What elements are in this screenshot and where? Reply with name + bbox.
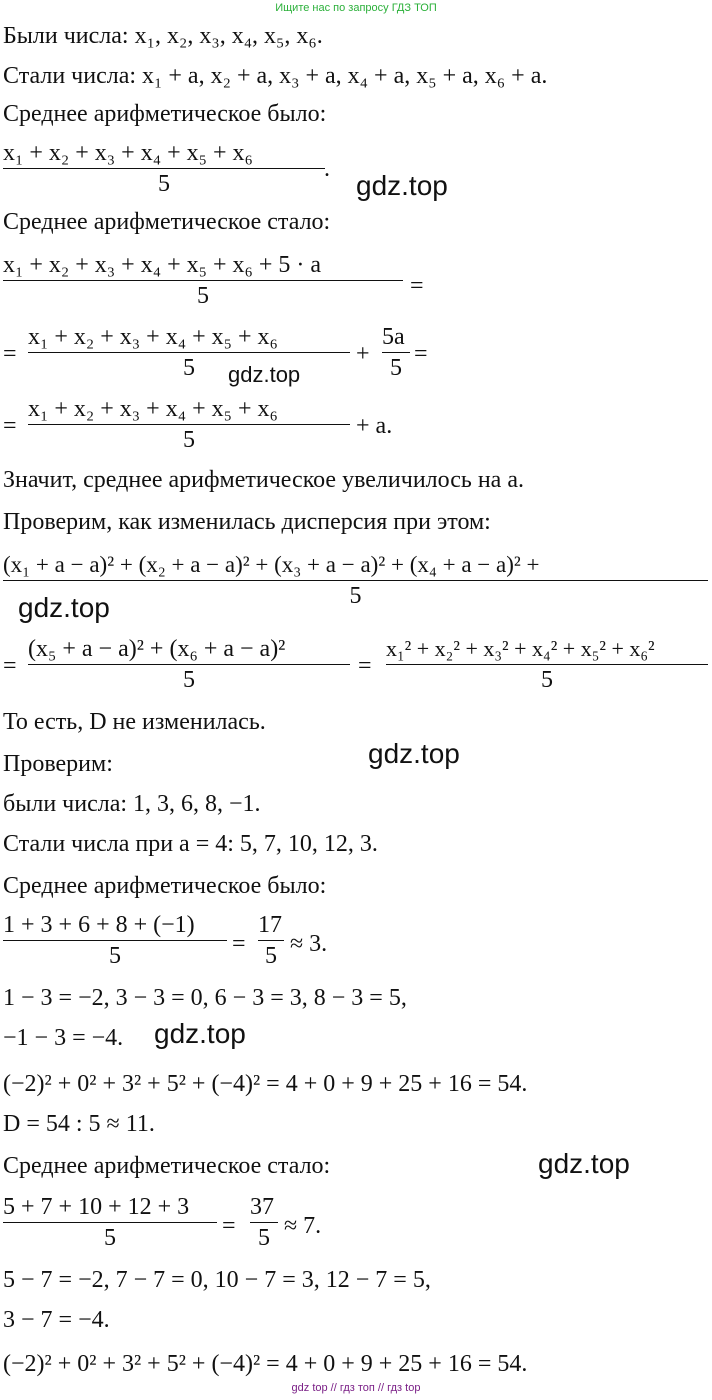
header-note: Ищите нас по запросу ГДЗ ТОП: [275, 2, 437, 14]
fraction-denominator: 5: [258, 1225, 270, 1251]
fraction-numerator: (x₅ + a − a)² + (x₆ + a − a)²: [28, 636, 286, 662]
fraction-variance-part2: [28, 634, 350, 695]
plus-sign: +: [356, 341, 370, 367]
fraction-numerator: 1 + 3 + 6 + 8 + (−1): [3, 912, 195, 938]
watermark-text: gdz.top: [538, 1148, 630, 1179]
fraction-denominator: 5: [197, 283, 209, 309]
fraction-example-mean: [3, 910, 227, 971]
text-line-sum-squares-1: (−2)² + 0² + 3² + 5² + (−4)² = 4 + 0 + 9 + 25 + 16 = 54.: [3, 1071, 528, 1097]
equals-sign: =: [3, 653, 17, 679]
fraction-denominator: 5: [541, 667, 553, 693]
fraction-denominator: 5: [349, 583, 362, 609]
text-line-mean-was: Среднее арифметическое было:: [3, 101, 327, 127]
equals-sign: =: [410, 273, 424, 299]
fraction-tail: + a.: [356, 413, 393, 439]
fraction-numerator: x₁ + x₂ + x₃ + x₄ + x₅ + x₆ + 5 · a: [3, 252, 322, 278]
fraction-numerator: 5a: [382, 324, 405, 350]
fraction-denominator: 5: [183, 667, 195, 693]
fraction-denominator: 5: [109, 943, 121, 969]
fraction-mean-was: [3, 138, 325, 199]
fraction-numerator: 17: [258, 912, 282, 938]
equals-sign: =: [232, 931, 246, 957]
fraction-numerator: 5 + 7 + 10 + 12 + 3: [3, 1194, 190, 1220]
watermark-text: gdz.top: [368, 738, 460, 769]
fraction-numerator: x₁ + x₂ + x₃ + x₄ + x₅ + x₆: [28, 396, 278, 422]
fraction-denominator: 5: [183, 427, 195, 453]
text-line-numbers-were: Были числа: x₁, x₂, x₃, x₄, x₅, x₆.: [3, 23, 323, 49]
fraction-variance-squares: [386, 634, 708, 695]
footer-note: gdz top // гдз топ // гдз top: [291, 1382, 421, 1394]
watermark-text: gdz.top: [18, 592, 110, 623]
text-line-d-unchanged: То есть, D не изменилась.: [3, 709, 266, 735]
text-line-deviations-1b: −1 − 3 = −4.: [3, 1025, 124, 1051]
fraction-sum-x-final: [28, 394, 350, 455]
fraction-denominator: 5: [390, 355, 402, 381]
text-line-conclusion-mean: Значит, среднее арифметическое увеличилось на a.: [3, 467, 524, 493]
fraction-tail: .: [324, 156, 330, 182]
fraction-example-mean-new: [3, 1192, 217, 1253]
text-line-mean-became: Среднее арифметическое стало:: [3, 209, 331, 235]
watermark-text: gdz.top: [154, 1018, 246, 1049]
fraction-numerator: x₁ + x₂ + x₃ + x₄ + x₅ + x₆: [3, 140, 253, 166]
text-line-deviations-2: 5 − 7 = −2, 7 − 7 = 0, 10 − 7 = 3, 12 − 7 = 5,: [3, 1267, 431, 1293]
text-line-numbers-became: Стали числа: x₁ + a, x₂ + a, x₃ + a, x₄ + a, x₅ + a, x₆ + a.: [3, 63, 548, 89]
fraction-17-5: [258, 910, 284, 971]
text-line-check-variance: Проверим, как изменилась дисперсия при этом:: [3, 509, 491, 535]
equals-sign: =: [222, 1213, 236, 1239]
watermark-text: gdz.top: [228, 362, 301, 387]
text-line-example-numbers: были числа: 1, 3, 6, 8, −1.: [3, 791, 261, 817]
equals-sign: =: [3, 341, 17, 367]
fraction-numerator: x₁² + x₂² + x₃² + x₄² + x₅² + x₆²: [386, 636, 655, 661]
text-line-mean-became-2: Среднее арифметическое стало:: [3, 1153, 331, 1179]
text-line-variance-value: D = 54 : 5 ≈ 11.: [3, 1111, 155, 1137]
fraction-denominator: 5: [104, 1225, 116, 1251]
fraction-numerator: (x₁ + a − a)² + (x₂ + a − a)² + (x₃ + a − a)² + (x₄ + a − a)² +: [3, 552, 540, 577]
fraction-tail: ≈ 3.: [290, 931, 328, 957]
fraction-tail: ≈ 7.: [284, 1213, 322, 1239]
text-line-deviations-2b: 3 − 7 = −4.: [3, 1307, 110, 1333]
fraction-37-5: [250, 1192, 278, 1253]
fraction-numerator: 37: [250, 1194, 274, 1220]
text-line-deviations-1: 1 − 3 = −2, 3 − 3 = 0, 6 − 3 = 3, 8 − 3 = 5,: [3, 985, 407, 1011]
fraction-sum-x: [28, 322, 350, 383]
text-line-sum-squares-2: (−2)² + 0² + 3² + 5² + (−4)² = 4 + 0 + 9 + 25 + 16 = 54.: [3, 1351, 528, 1377]
fraction-denominator: 5: [183, 355, 195, 381]
watermark-text: gdz.top: [356, 170, 448, 201]
equals-sign: =: [414, 341, 428, 367]
equals-sign: =: [3, 413, 17, 439]
fraction-5a: [382, 322, 410, 383]
fraction-denominator: 5: [158, 171, 170, 197]
text-line-check: Проверим:: [3, 751, 113, 777]
fraction-numerator: x₁ + x₂ + x₃ + x₄ + x₅ + x₆: [28, 324, 278, 350]
equals-sign: =: [358, 653, 372, 679]
text-line-mean-was-2: Среднее арифметическое было:: [3, 873, 327, 899]
fraction-mean-new: [3, 250, 403, 311]
fraction-denominator: 5: [265, 943, 277, 969]
text-line-new-numbers: Стали числа при a = 4: 5, 7, 10, 12, 3.: [3, 831, 378, 857]
